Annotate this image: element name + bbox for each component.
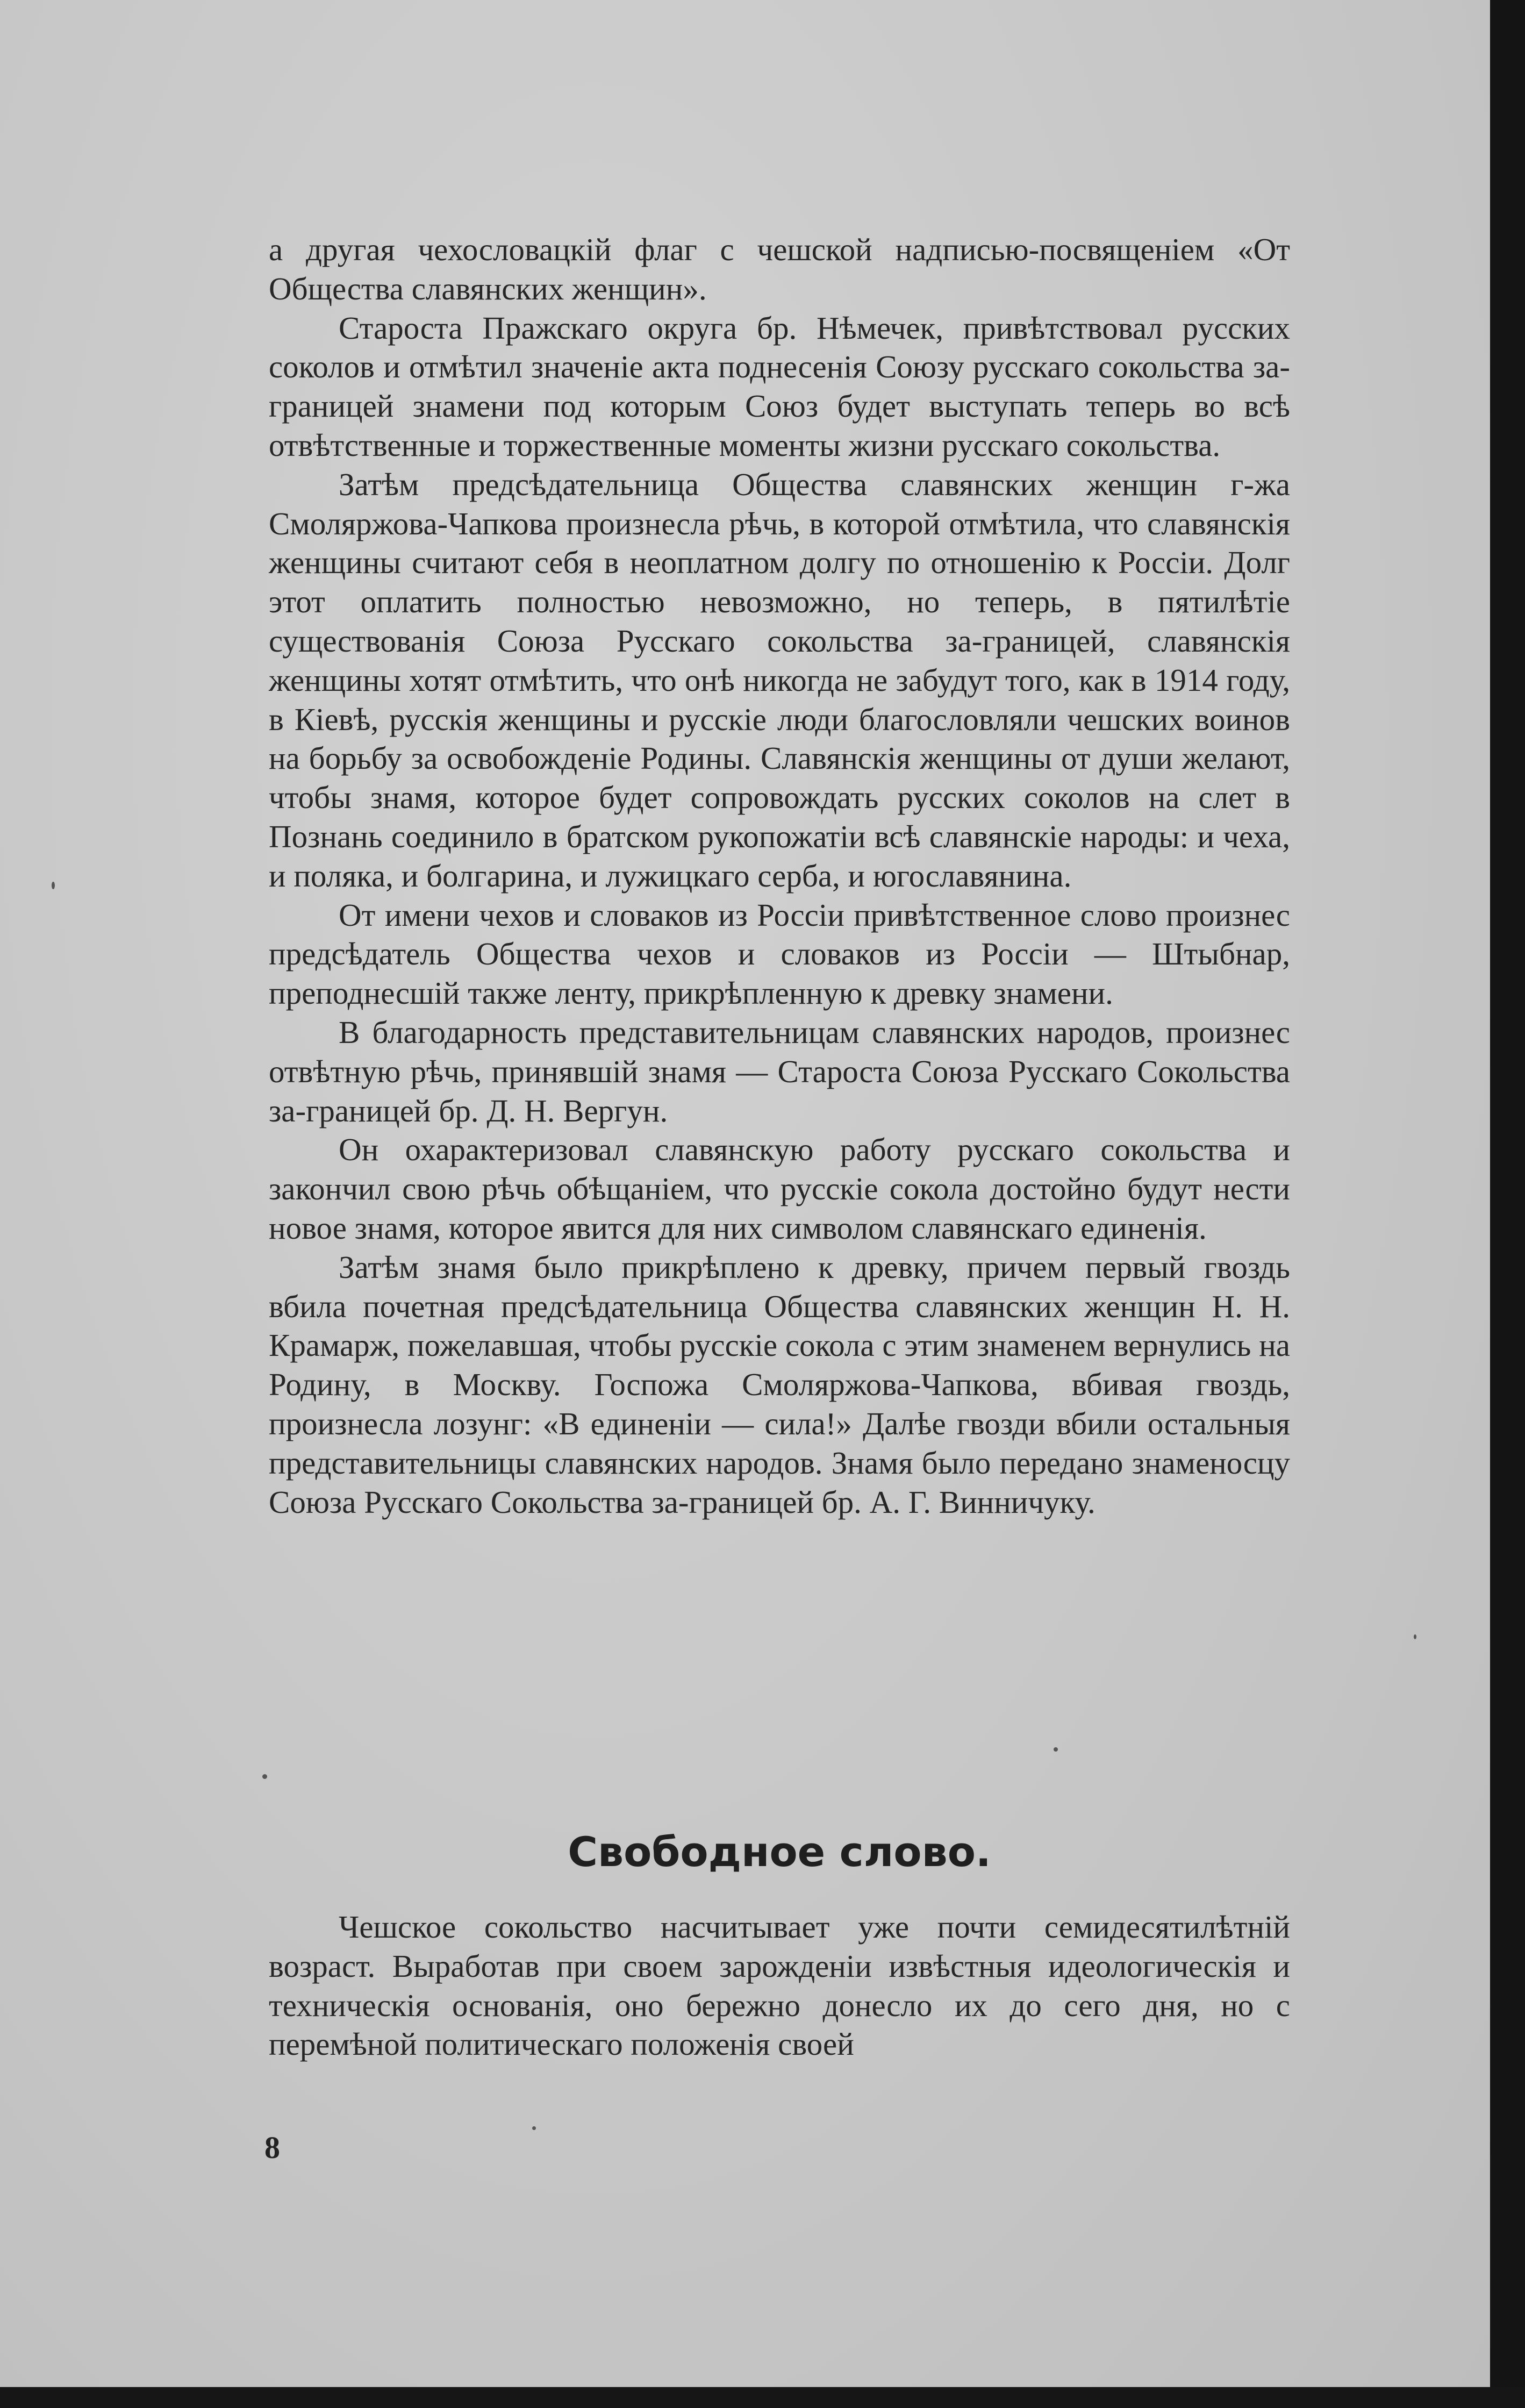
section-title: Свободное слово. bbox=[568, 1828, 991, 1876]
section-body bbox=[269, 1907, 1290, 2064]
paper-speck bbox=[1414, 1634, 1416, 1639]
paper-speck bbox=[1054, 1747, 1058, 1752]
section-paragraph: Чешское сокольство насчитывает уже почти семидесятилѣтній возраст. Выработав при своем зарожденіи извѣстныя идеологическія и техническія основанія, оно бережно донесло их до сего дня, но с перемѣной политическаго положенія своей bbox=[269, 1909, 1290, 2062]
page-number: 8 bbox=[264, 2130, 280, 2165]
paper-speck bbox=[262, 1774, 267, 1779]
paragraph-2: Староста Пражскаго округа бр. Нѣмечек, привѣтствовал русских соколов и отмѣтил значеніе акта поднесенія Союзу русскаго сокольства за-границей знамени под которым Союз будет выступать теперь во всѣ отвѣтственные и торжественные моменты жизни русскаго сокольства. bbox=[269, 310, 1290, 463]
scan-edge-right bbox=[1490, 0, 1525, 2408]
article-body bbox=[269, 230, 1290, 1521]
paragraph-6: Он охарактеризовал славянскую работу русскаго сокольства и закончил свою рѣчь обѣщаніем, что русскіе сокола достойно будут нести новое знамя, которое явится для них символом славянскаго единенія. bbox=[269, 1132, 1290, 1246]
paper-speck bbox=[532, 2126, 536, 2130]
paragraph-1: а другая чехословацкій флаг с чешской надписью-посвященіем «От Общества славянских женщин». bbox=[269, 232, 1290, 306]
paragraph-4: От имени чехов и словаков из Россіи привѣтственное слово произнес предсѣдатель Общества чехов и словаков из Россіи — Штыбнар, преподнесшій также ленту, прикрѣпленную к древку знамени. bbox=[269, 897, 1290, 1011]
paragraph-3: Затѣм предсѣдательница Общества славянских женщин г-жа Смоляржова-Чапкова произнесла рѣчь, в которой отмѣтила, что славянскія женщины считают себя в неоплатном долгу по отношенію к Россіи. Долг этот оплатить полностью невозможно, но теперь, в пятилѣтіе существованія Союза Русскаго сокольства за-границей, славянскія женщины хотят отмѣтить, что онѣ никогда не забудут того, как в 1914 году, в Кіевѣ, русскія женщины и русскіе люди благословляли чешских воинов на борьбу за освобожденіе Родины. Славянскія женщины от души желают, чтобы знамя, которое будет сопровождать русских соколов на слет в Познань соединило в братском рукопожатіи всѣ славянскіе народы: и чеха, и поляка, и болгарина, и лужицкаго серба, и югославянина. bbox=[269, 466, 1290, 894]
scan-edge-bottom bbox=[0, 2387, 1525, 2408]
paragraph-7: Затѣм знамя было прикрѣплено к древку, причем первый гвоздь вбила почетная предсѣдательница Общества славянских женщин Н. Н. Крамарж, пожелавшая, чтобы русскіе сокола с этим знаменем вернулись на Родину, в Москву. Госпожа Смоляржова-Чапкова, вбивая гвоздь, произнесла лозунг: «В единеніи — сила!» Далѣе гвозди вбили остальныя представительницы славянских народов. Знамя было передано знаменосцу Союза Русскаго Сокольства за-границей бр. А. Г. Винничуку. bbox=[269, 1249, 1290, 1520]
paragraph-5: В благодарность представительницам славянских народов, произнес отвѣтную рѣчь, принявшій знамя — Староста Союза Русскаго Сокольства за-границей бр. Д. Н. Вергун. bbox=[269, 1014, 1290, 1128]
paper-speck bbox=[52, 882, 55, 889]
